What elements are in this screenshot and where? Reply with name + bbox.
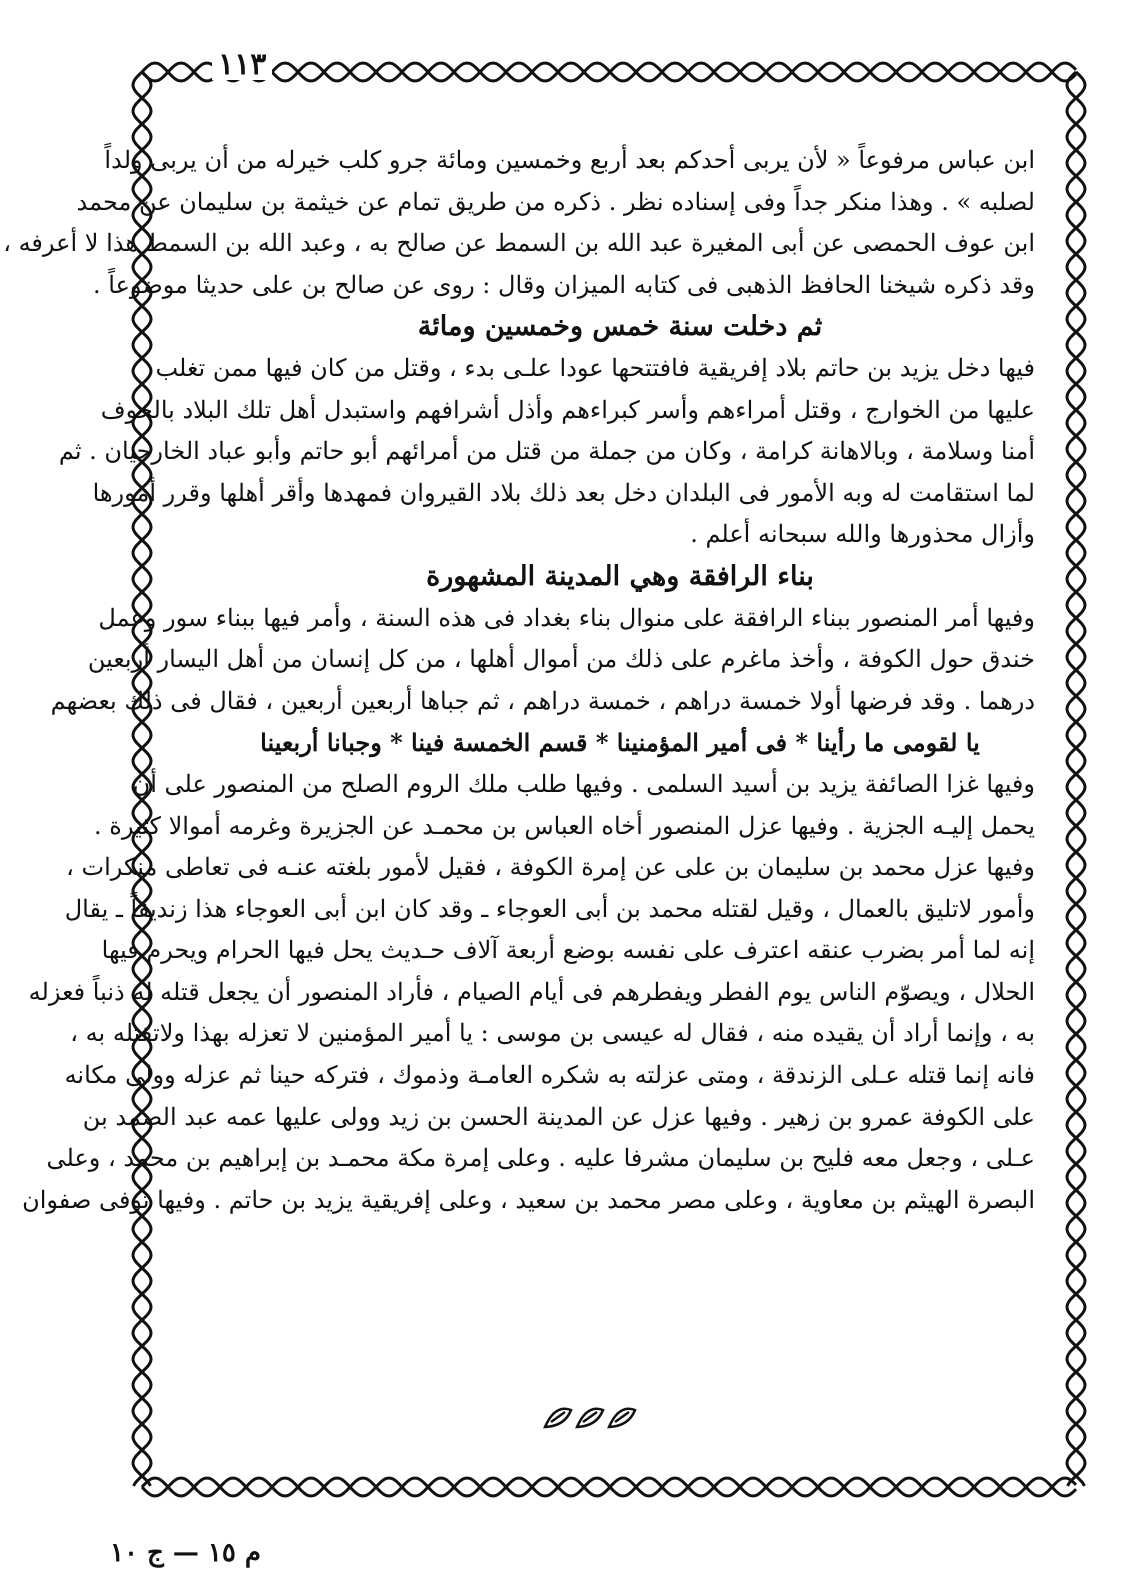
text-line: عـلى ، وجعل معه فليح بن سليمان مشرفا عليه . وعلى إمرة مكة محمـد بن إبراهيم بن محمد ، وعلى <box>46 1144 1035 1173</box>
text-line: فانه إنما قتله عـلى الزندقة ، ومتى عزلته به شكره العامـة وذموك ، فتركه حينا ثم عزله وولى مكانه <box>64 1061 1035 1090</box>
text-line: يحمل إليـه الجزية . وفيها عزل المنصور أخاه العباس بن محمـد عن الجزيرة وغرمه أموالا كثيرة . <box>93 811 1035 840</box>
text-line: ابن عوف الحمصى عن أبى المغيرة عبد الله بن السمط عن صالح به ، وعبد الله بن السمط هذا لا أعرفه ، <box>3 229 1035 258</box>
text-line: فيها دخل يزيد بن حاتم بلاد إفريقية فافتتحها عودا علـى بدء ، وقتل من كان فيها ممن تغلب <box>155 353 1035 382</box>
text-line: الحلال ، ويصوّم الناس يوم الفطر ويفطرهم فى أيام الصيام ، فأراد المنصور أن يجعل قتله له ذنباً فعزله <box>28 977 1035 1006</box>
text-line: على الكوفة عمرو بن زهير . وفيها عزل عن المدينة الحسن بن زيد وولى عليها عمه عبد الصمد بن <box>82 1102 1035 1131</box>
section-heading: ثم دخلت سنة خمس وخمسين ومائة <box>417 311 823 343</box>
text-line: عليها من الخوارج ، وقتل أمراءهم وأسر كبراءهم وأذل أشرافهم واستبدل أهل تلك البلاد بالخوف <box>100 395 1035 424</box>
text-line: وأزال محذورها والله سبحانه أعلم . <box>690 520 1035 549</box>
text-line: إنه لما أمر بضرب عنقه اعترف على نفسه بوضع أربعة آلاف حـديث يحل فيها الحرام ويحرم فيها <box>101 936 1035 965</box>
page-body-text <box>3 140 1035 1221</box>
text-line: به ، وإنما أراد أن يقيده منه ، فقال له عيسى بن موسى : يا أمير المؤمنين لا تعزله بهذا ولاتقتله به ، <box>70 1019 1035 1048</box>
poem-verse: يا لقومى ما رأينا * فى أمير المؤمنينا * قسم الخمسة فينا * وجبانا أربعينا <box>260 728 980 758</box>
text-line: لصلبه » . وهذا منكر جداً وفى إسناده نظر . ذكره من طريق تمام عن خيثمة بن سليمان عن محمد <box>76 187 1035 216</box>
text-line: لما استقامت له وبه الأمور فى البلدان دخل بعد ذلك بلاد القيروان فمهدها وأقر أهلها وقرر أمورها <box>92 478 1035 507</box>
text-line: درهما . وقد فرضها أولا خمسة دراهم ، خمسة دراهم ، ثم جباها أربعين أربعين ، فقال فى ذلك بعضهم <box>50 686 1035 715</box>
text-line: وفيها عزل محمد بن سليمان بن على عن إمرة الكوفة ، فقيل لأمور بلغته عنـه فى تعاطى منكرات ، <box>66 853 1035 882</box>
leaf-cluster-ornament-icon <box>537 1402 647 1432</box>
page-number: ١١٣ <box>212 50 272 80</box>
text-line: وقد ذكره شيخنا الحافظ الذهبى فى كتابه الميزان وقال : روى عن صالح بن على حديثا موضوعاً . <box>93 270 1035 299</box>
text-line: خندق حول الكوفة ، وأخذ ماغرم على ذلك من أموال أهلها ، من كل إنسان من أهل اليسار أربعين <box>87 645 1035 674</box>
text-line: ابن عباس مرفوعاً « لأن يربى أحدكم بعد أربع وخمسين ومائة جرو كلب خيرله من أن يربى ولداً <box>104 146 1035 174</box>
text-line: أمنا وسلامة ، وبالاهانة كرامة ، وكان من جملة من قتل من أمرائهم أبو حاتم وأبو عباد الخارجيان . ثم <box>58 437 1035 466</box>
text-line: وفيها أمر المنصور ببناء الرافقة على منوال بناء بغداد فى هذه السنة ، وأمر فيها ببناء سور وعمل <box>98 603 1035 632</box>
text-line: وفيها غزا الصائفة يزيد بن أسيد السلمى . وفيها طلب ملك الروم الصلح من المنصور على أن <box>132 769 1035 798</box>
section-heading: بناء الرافقة وهي المدينة المشهورة <box>426 560 814 592</box>
text-line: البصرة الهيثم بن معاوية ، وعلى مصر محمد بن سعيد ، وعلى إفريقية يزيد بن حاتم . وفيها توفى صفوان <box>22 1185 1035 1214</box>
text-line: وأمور لاتليق بالعمال ، وقيل لقتله محمد بن أبى العوجاء ـ وقد كان ابن أبى العوجاء هذا زنديقاً ـ يقال <box>64 894 1035 923</box>
footer-signature: م ١٥ — ج ١٠ <box>110 1538 261 1568</box>
